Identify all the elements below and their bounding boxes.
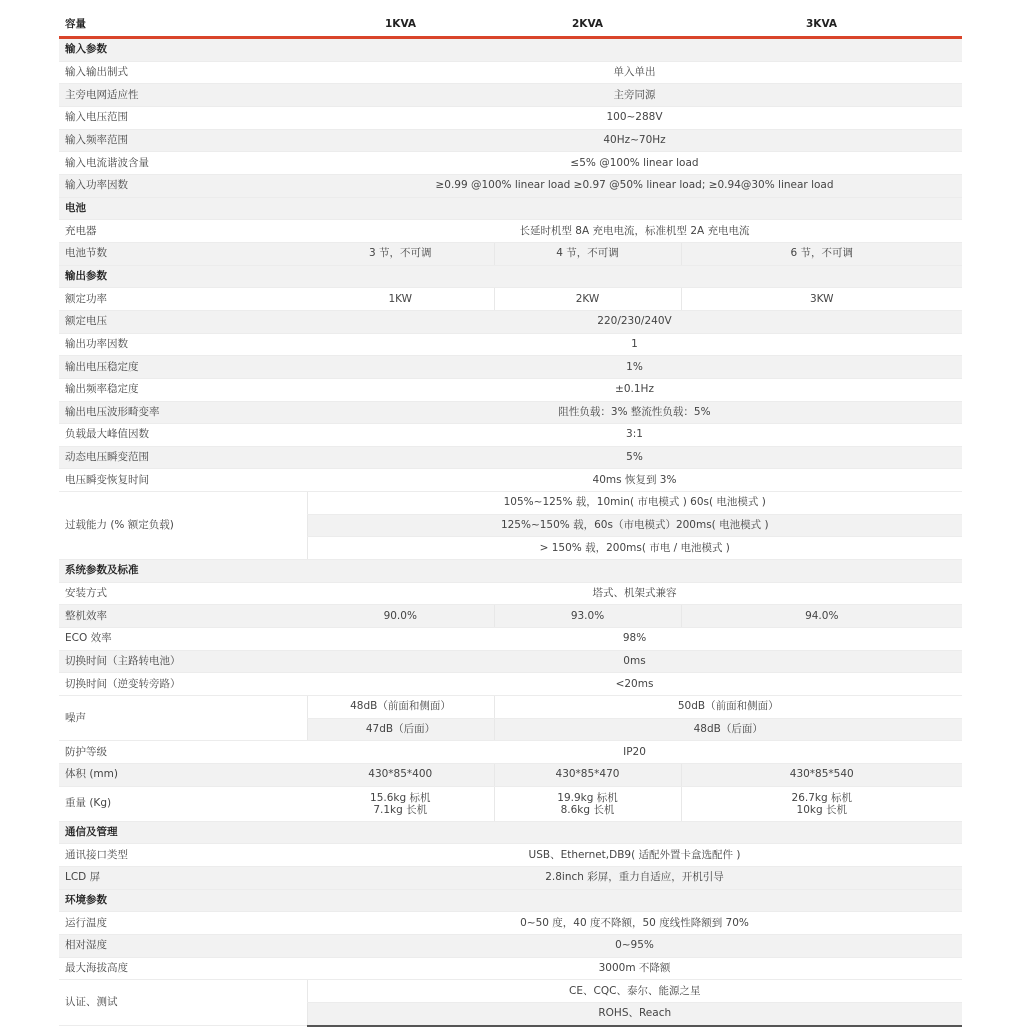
row-value: 40ms 恢复到 3%: [307, 469, 962, 492]
row-value: 220/230/240V: [307, 310, 962, 333]
row-value: 3000m 不降额: [307, 957, 962, 980]
table-header-row: [59, 13, 962, 38]
row-label: LCD 屏: [59, 866, 307, 889]
row-label: 体积 (mm): [59, 764, 307, 787]
table-row: [59, 356, 962, 379]
row-value: [681, 786, 962, 821]
row-value: 长延时机型 8A 充电电流，标准机型 2A 充电电流: [307, 220, 962, 243]
row-value: [494, 786, 681, 821]
row-value: ±0.1Hz: [307, 378, 962, 401]
row-value: ROHS、Reach: [307, 1002, 962, 1025]
section-title: 电池: [59, 197, 962, 220]
row-label: 输入功率因数: [59, 174, 307, 197]
row-label: 输出电压稳定度: [59, 356, 307, 379]
header-3kva: 3KVA: [681, 13, 962, 38]
row-value: CE、CQC、泰尔、能源之星: [307, 980, 962, 1003]
row-value: 40Hz~70Hz: [307, 129, 962, 152]
row-value: 6 节，不可调: [681, 242, 962, 265]
header-2kva: 2KVA: [494, 13, 681, 38]
row-value: 塔式、机架式兼容: [307, 582, 962, 605]
row-label: 认证、测试: [59, 980, 307, 1026]
weight-line: 26.7kg 标机: [791, 791, 852, 804]
row-value: 1KW: [307, 288, 494, 311]
table-row: [59, 469, 962, 492]
spec-table-body: [59, 38, 962, 1026]
table-row: [59, 152, 962, 175]
row-value: > 150% 载，200ms( 市电 / 电池模式 ): [307, 537, 962, 560]
row-value: 1: [307, 333, 962, 356]
row-value: 98%: [307, 628, 962, 651]
table-row: [59, 605, 962, 628]
table-row: [59, 934, 962, 957]
row-label: 输出功率因数: [59, 333, 307, 356]
table-row: [59, 288, 962, 311]
row-value: 93.0%: [494, 605, 681, 628]
header-1kva: 1KVA: [307, 13, 494, 38]
section-title: 系统参数及标准: [59, 560, 962, 583]
table-row: [59, 401, 962, 424]
weight-line: 19.9kg 标机: [557, 791, 618, 804]
row-label: ECO 效率: [59, 628, 307, 651]
table-row: [59, 242, 962, 265]
row-label: 充电器: [59, 220, 307, 243]
row-value: USB、Ethernet,DB9( 适配外置卡盒选配件 ): [307, 844, 962, 867]
weight-line: 7.1kg 长机: [373, 803, 428, 816]
table-row: [59, 61, 962, 84]
row-value: <20ms: [307, 673, 962, 696]
row-label: 最大海拔高度: [59, 957, 307, 980]
row-value: 90.0%: [307, 605, 494, 628]
table-row: [59, 628, 962, 651]
header-capacity: 容量: [59, 13, 307, 38]
row-label: 电池节数: [59, 242, 307, 265]
row-value: [307, 786, 494, 821]
row-value: 94.0%: [681, 605, 962, 628]
row-label: 输入输出制式: [59, 61, 307, 84]
row-label: 输出频率稳定度: [59, 378, 307, 401]
table-row: [59, 980, 962, 1003]
row-value: 47dB（后面）: [307, 718, 494, 741]
row-value: ≤5% @100% linear load: [307, 152, 962, 175]
table-row: [59, 446, 962, 469]
weight-line: 10kg 长机: [796, 803, 847, 816]
table-row: [59, 582, 962, 605]
row-value: 0~95%: [307, 934, 962, 957]
row-label: 额定电压: [59, 310, 307, 333]
section-title: 输出参数: [59, 265, 962, 288]
section-title: 通信及管理: [59, 821, 962, 844]
table-row: [59, 912, 962, 935]
row-value: 2.8inch 彩屏，重力自适应，开机引导: [307, 866, 962, 889]
table-row: [59, 650, 962, 673]
row-label: 切换时间（逆变转旁路）: [59, 673, 307, 696]
row-label: 额定功率: [59, 288, 307, 311]
row-value: 3:1: [307, 424, 962, 447]
row-value: 430*85*470: [494, 764, 681, 787]
row-value: 主旁同源: [307, 84, 962, 107]
table-row: [59, 220, 962, 243]
row-label: 输入电压范围: [59, 106, 307, 129]
table-row: [59, 696, 962, 719]
table-row: [59, 333, 962, 356]
row-label: 切换时间（主路转电池）: [59, 650, 307, 673]
row-value: 430*85*400: [307, 764, 494, 787]
table-row: [59, 844, 962, 867]
row-value: ≥0.99 @100% linear load ≥0.97 @50% linear load; ≥0.94@30% linear load: [307, 174, 962, 197]
row-label: 相对湿度: [59, 934, 307, 957]
spec-table: [59, 13, 962, 1027]
row-value: 4 节，不可调: [494, 242, 681, 265]
weight-line: 8.6kg 长机: [560, 803, 615, 816]
section-title: 环境参数: [59, 889, 962, 912]
table-row: [59, 764, 962, 787]
row-label: 运行温度: [59, 912, 307, 935]
table-row: [59, 174, 962, 197]
row-label: 动态电压瞬变范围: [59, 446, 307, 469]
row-label: 重量 (Kg): [59, 786, 307, 821]
table-row: [59, 310, 962, 333]
section-row: [59, 38, 962, 62]
row-label: 安装方式: [59, 582, 307, 605]
row-value: 50dB（前面和侧面）: [494, 696, 962, 719]
section-row: [59, 821, 962, 844]
section-row: [59, 889, 962, 912]
row-label: 负载最大峰值因数: [59, 424, 307, 447]
row-label: 输出电压波形畸变率: [59, 401, 307, 424]
row-value: IP20: [307, 741, 962, 764]
row-value: 100~288V: [307, 106, 962, 129]
weight-line: 15.6kg 标机: [370, 791, 431, 804]
row-value: 48dB（前面和侧面）: [307, 696, 494, 719]
table-row: [59, 378, 962, 401]
section-title: 输入参数: [59, 38, 962, 62]
row-value: 5%: [307, 446, 962, 469]
table-row: [59, 741, 962, 764]
table-row: [59, 492, 962, 515]
table-row: [59, 673, 962, 696]
row-label: 电压瞬变恢复时间: [59, 469, 307, 492]
row-value: 3 节，不可调: [307, 242, 494, 265]
row-label: 防护等级: [59, 741, 307, 764]
row-label: 主旁电网适应性: [59, 84, 307, 107]
table-row: [59, 84, 962, 107]
row-label: 整机效率: [59, 605, 307, 628]
row-label: 输入电流谐波含量: [59, 152, 307, 175]
row-label: 通讯接口类型: [59, 844, 307, 867]
table-row: [59, 106, 962, 129]
section-row: [59, 560, 962, 583]
section-row: [59, 265, 962, 288]
row-value: 阻性负载：3% 整流性负载：5%: [307, 401, 962, 424]
row-value: 430*85*540: [681, 764, 962, 787]
row-value: 0ms: [307, 650, 962, 673]
row-value: 单入单出: [307, 61, 962, 84]
row-value: 2KW: [494, 288, 681, 311]
table-row: [59, 129, 962, 152]
row-label: 噪声: [59, 696, 307, 741]
section-row: [59, 197, 962, 220]
row-value: 125%~150% 载，60s（市电模式）200ms( 电池模式 ): [307, 514, 962, 537]
row-value: 3KW: [681, 288, 962, 311]
table-row: [59, 957, 962, 980]
table-row: [59, 786, 962, 821]
row-value: 105%~125% 载，10min( 市电模式 ) 60s( 电池模式 ): [307, 492, 962, 515]
table-row: [59, 424, 962, 447]
table-row: [59, 866, 962, 889]
row-label: 过载能力 (% 额定负载): [59, 492, 307, 560]
row-label: 输入频率范围: [59, 129, 307, 152]
row-value: 48dB（后面）: [494, 718, 962, 741]
row-value: 1%: [307, 356, 962, 379]
row-value: 0~50 度，40 度不降额，50 度线性降额到 70%: [307, 912, 962, 935]
